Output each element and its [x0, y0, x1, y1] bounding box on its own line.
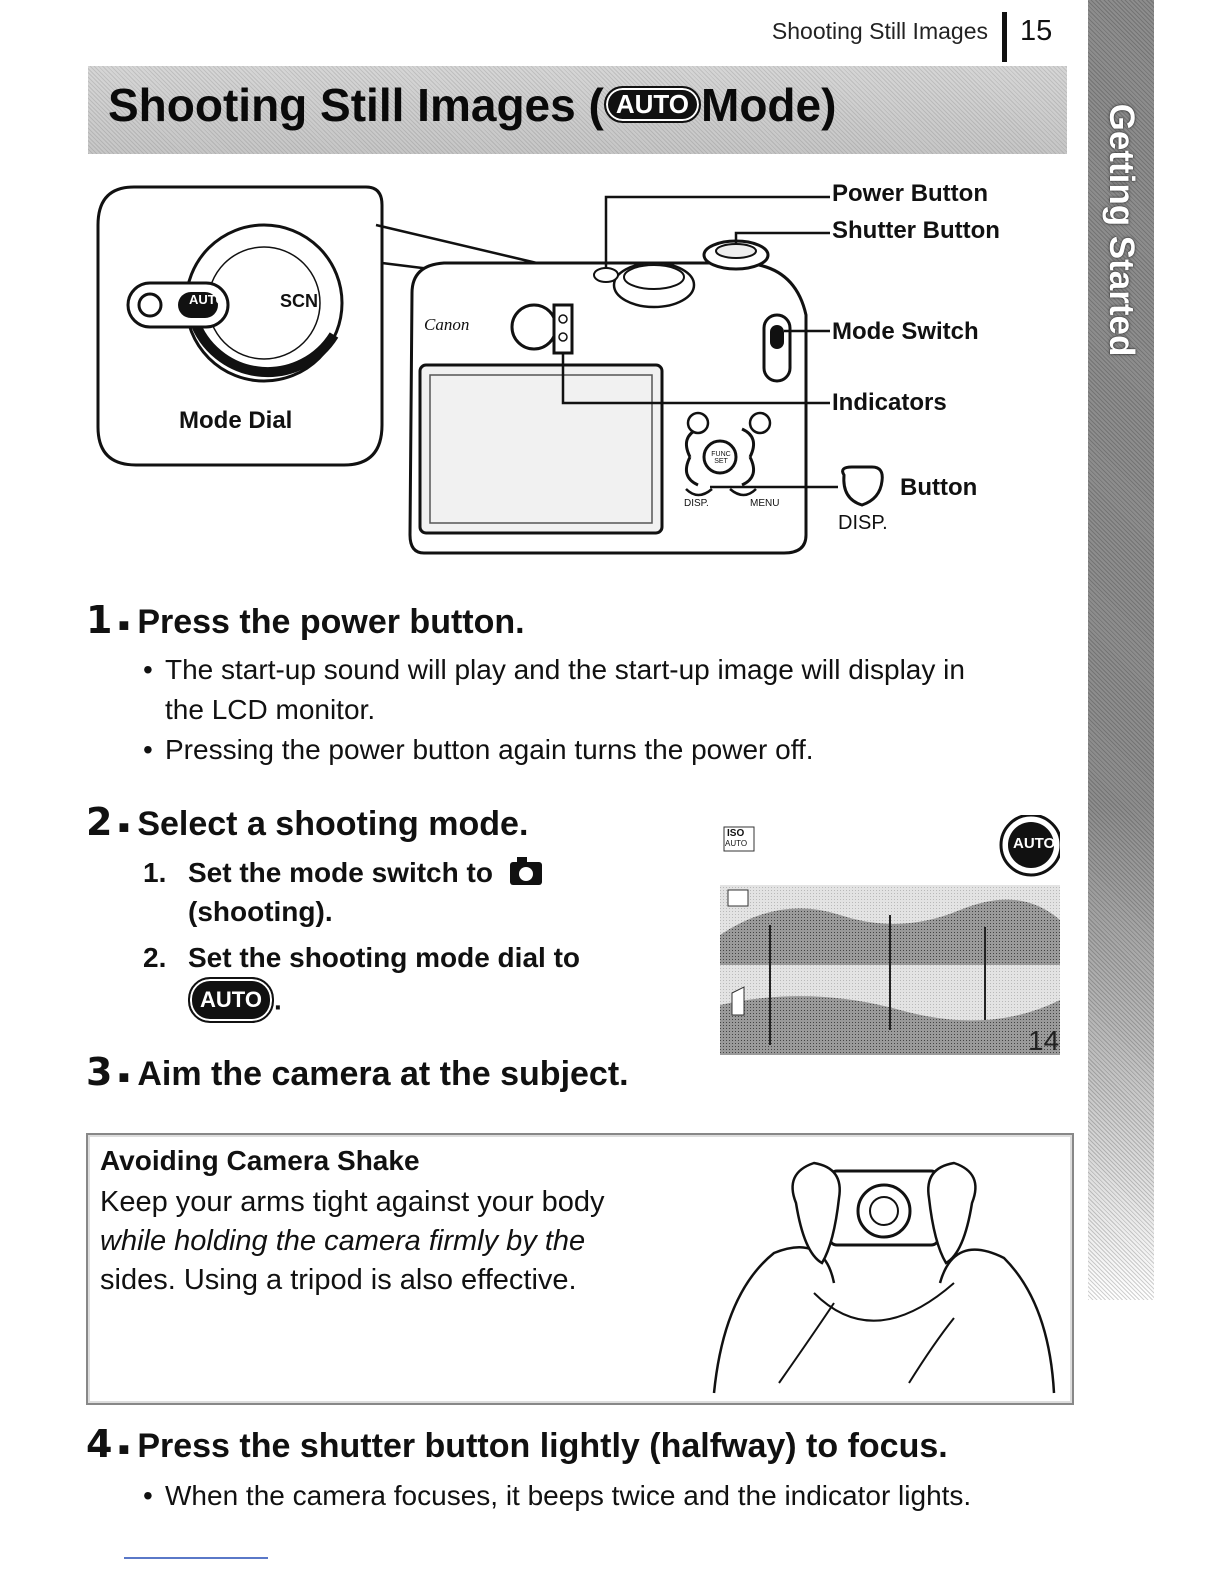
beach-scene-image — [720, 815, 1060, 1070]
substep-2-cont: AUTO . — [188, 979, 282, 1025]
camera-shake-tip-box — [86, 1133, 1074, 1405]
tip-line-1: Keep your arms tight against your body — [100, 1186, 605, 1218]
disp-button-callout: Button — [900, 474, 978, 501]
step-number: 3 — [86, 1050, 113, 1094]
step-title: Select a shooting mode. — [137, 805, 529, 843]
power-button-icon — [594, 268, 618, 282]
mode-dial-label: Mode Dial — [179, 407, 293, 434]
title-band — [88, 66, 1067, 154]
indicator-lights-icon — [554, 305, 572, 353]
shots-remaining: 14 — [1028, 1025, 1060, 1056]
page-number: 15 — [1020, 15, 1053, 47]
auto-mode-badge: AUTO — [604, 86, 701, 123]
tip-line-2: while holding the camera firmly by the — [100, 1225, 586, 1257]
step-number: 4 — [86, 1422, 113, 1466]
tip-body — [100, 1183, 680, 1300]
step-number: 2 — [86, 800, 113, 844]
page-title — [108, 78, 836, 132]
step-3-heading: 3 ■ Aim the camera at the subject. — [86, 1050, 629, 1094]
step-2-heading: 2 ■ Select a shooting mode. — [86, 800, 529, 844]
tip-title: Avoiding Camera Shake — [100, 1145, 420, 1176]
shutter-button-callout: Shutter Button — [832, 217, 1000, 244]
lcd-preview-image — [720, 815, 1060, 1070]
substep-1-cont: (shooting). — [188, 896, 333, 927]
iso-text: ISO — [727, 828, 745, 839]
step-1-bullet-1-cont: the LCD monitor. — [165, 694, 376, 725]
dial-auto-text: AUTO — [189, 292, 226, 307]
section-name: Shooting Still Images — [771, 18, 988, 44]
indicators-callout: Indicators — [832, 389, 947, 416]
step-1-bullet-2: • Pressing the power button again turns the power off. — [143, 734, 814, 765]
step-title: Press the power button. — [137, 603, 525, 641]
camera-lcd-screen — [420, 365, 662, 533]
disp-button-icon — [843, 467, 883, 505]
camera-mode-icon — [509, 856, 543, 886]
step-4-heading: 4 ■ Press the shutter button lightly (halfway) to focus. — [86, 1422, 948, 1466]
camera-disp-label: DISP. — [684, 498, 709, 509]
mode-switch-callout: Mode Switch — [832, 318, 979, 345]
power-button-callout: Power Button — [832, 180, 988, 207]
iso-auto-text: AUTO — [725, 839, 748, 848]
chapter-tab-label: Getting Started — [1102, 103, 1141, 357]
running-header — [0, 12, 1224, 52]
disp-button-sublabel: DISP. — [838, 512, 888, 534]
step-4-bullet-1: • When the camera focuses, it beeps twice and the indicator lights. — [143, 1480, 972, 1511]
auto-mode-badge: AUTO — [188, 977, 274, 1023]
dial-scn-text: SCN — [280, 291, 319, 311]
viewfinder-icon — [512, 305, 556, 349]
page-title-suffix: Mode) — [701, 79, 837, 131]
chapter-side-tab — [1088, 0, 1154, 1300]
lcd-mode-text: AUTO — [1013, 835, 1056, 852]
camera-menu-label: MENU — [750, 498, 780, 509]
camera-func-label: FUNC SET — [711, 451, 731, 465]
header-divider — [1002, 12, 1007, 62]
camera-diagram — [94, 175, 1054, 575]
tip-line-3: sides. Using a tripod is also effective. — [100, 1264, 577, 1296]
step-1-bullet-1: • The start-up sound will play and the start-up image will display in — [143, 654, 965, 685]
person-holding-camera-image — [704, 1143, 1064, 1399]
step-number: 1 — [86, 598, 113, 642]
footer-rule — [124, 1557, 268, 1559]
camera-brand: Canon — [424, 315, 470, 334]
page-title-prefix: Shooting Still Images ( — [108, 79, 604, 131]
step-1-heading: 1 ■ Press the power button. — [86, 598, 525, 642]
step-title: Aim the camera at the subject. — [137, 1055, 629, 1093]
step-title: Press the shutter button lightly (halfway) to focus. — [137, 1427, 948, 1465]
substep-1: 1. Set the mode switch to — [188, 853, 543, 893]
substep-2: 2. Set the shooting mode dial to — [143, 942, 580, 973]
